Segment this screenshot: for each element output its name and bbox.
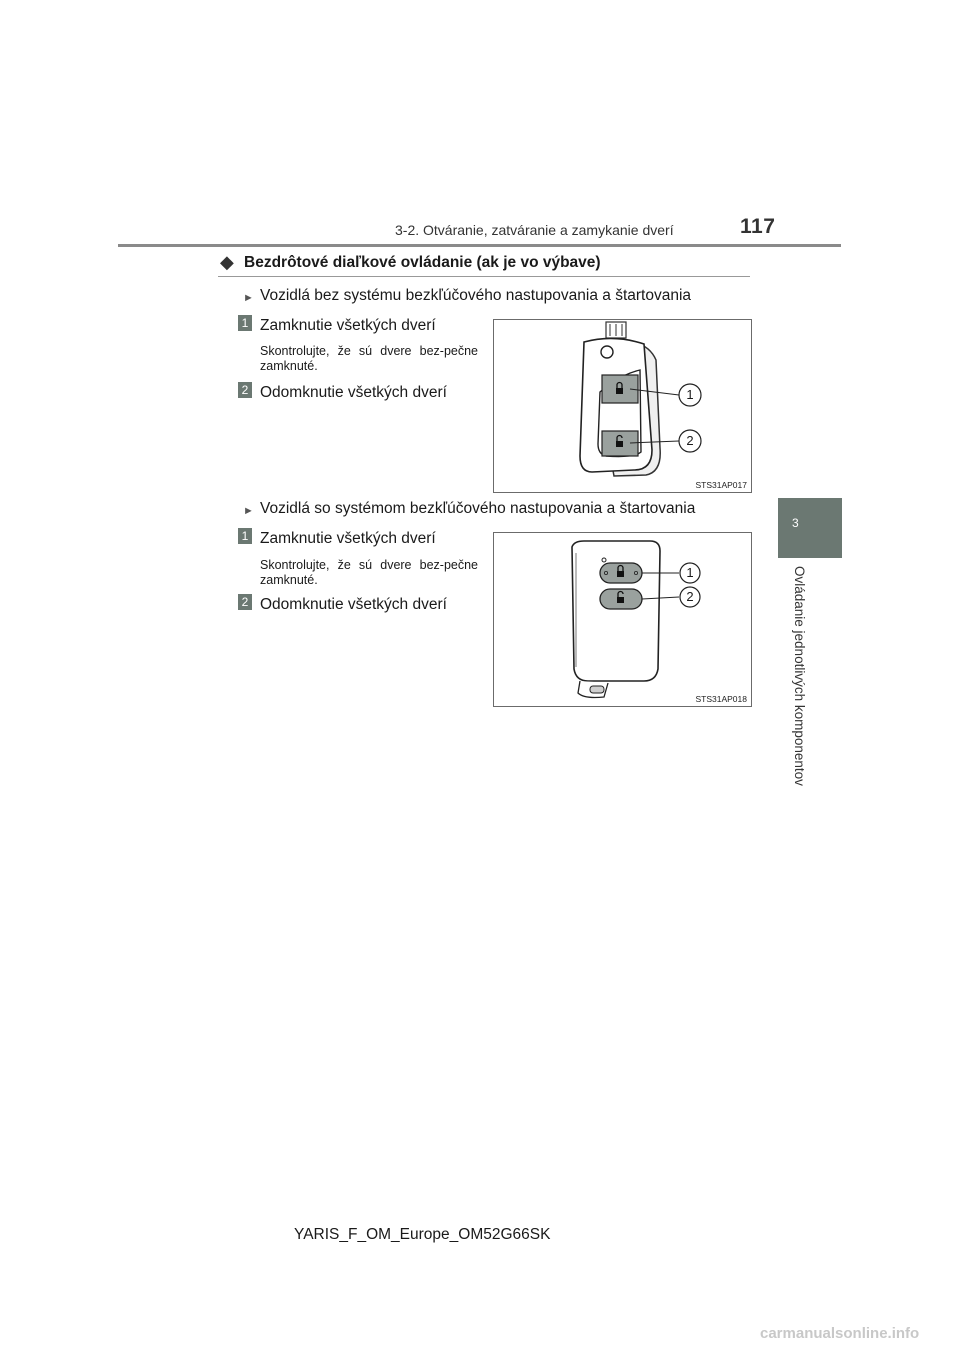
smart-key-illustration — [494, 533, 751, 706]
item-number-badge: 2 — [238, 382, 252, 398]
running-header-section: 3-2. Otváranie, zatváranie a zamykanie dverí — [395, 222, 674, 238]
callout-label: 1 — [686, 387, 694, 402]
item-label: Odomknutie všetkých dverí — [260, 596, 447, 613]
figure-code: STS31AP018 — [695, 694, 747, 704]
triangle-bullet-icon: ► — [243, 505, 254, 517]
item-number-badge: 1 — [238, 528, 252, 544]
callout-label: 1 — [686, 565, 694, 580]
diamond-bullet-icon: ◆ — [220, 252, 234, 272]
callout-label: 2 — [686, 433, 694, 448]
callout-label: 2 — [686, 589, 694, 604]
header-rule — [118, 244, 841, 247]
section-title: Bezdrôtové diaľkové ovládanie (ak je vo výbave) — [244, 254, 601, 271]
chapter-tab-number: 3 — [792, 516, 799, 530]
flip-key-illustration — [494, 320, 751, 492]
subsection-heading: Vozidlá so systémom bezkľúčového nastupovania a štartovania — [260, 500, 696, 517]
figure-key-remote-flip — [493, 319, 752, 493]
item-note: Skontrolujte, že sú dvere bez-pečne zamknuté. — [260, 558, 478, 587]
item-label: Zamknutie všetkých dverí — [260, 317, 436, 334]
item-note: Skontrolujte, že sú dvere bez-pečne zamknuté. — [260, 344, 478, 373]
chapter-tab-label: Ovládanie jednotlivých komponentov — [792, 566, 807, 786]
item-number-badge: 2 — [238, 594, 252, 610]
item-number-badge: 1 — [238, 315, 252, 331]
item-label: Zamknutie všetkých dverí — [260, 530, 436, 547]
section-rule — [218, 276, 750, 277]
subsection-heading: Vozidlá bez systému bezkľúčového nastupovania a štartovania — [260, 287, 692, 304]
triangle-bullet-icon: ► — [243, 292, 254, 304]
document-code-footer: YARIS_F_OM_Europe_OM52G66SK — [294, 1226, 551, 1243]
figure-smart-key-remote — [493, 532, 752, 707]
watermark: carmanualsonline.info — [760, 1325, 920, 1342]
item-label: Odomknutie všetkých dverí — [260, 384, 447, 401]
page-number: 117 — [740, 215, 776, 238]
figure-code: STS31AP017 — [695, 480, 747, 490]
chapter-tab — [778, 498, 842, 558]
